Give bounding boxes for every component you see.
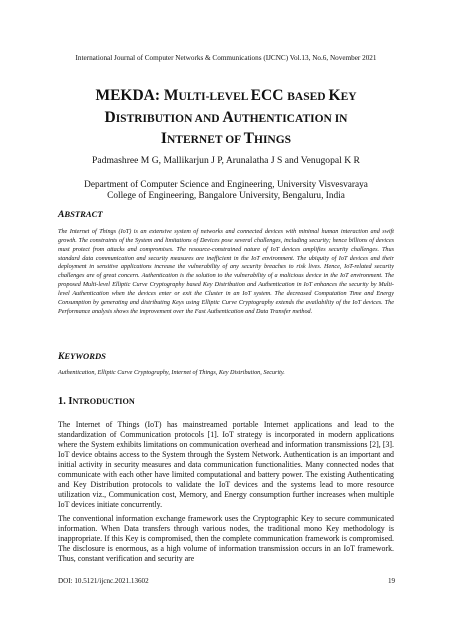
author-list: Padmashree M G, Mallikarjun J P, Arunalatha J S and Venugopal K R <box>92 155 360 166</box>
introduction-paragraph-1: The Internet of Things (IoT) has mainstreamed portable Internet applications and lead to the standardization of Communication protocols [1]. IoT strategy is incorporated in modern applications where the System exhibits limitations on communication overhead and information transmissions [2], [3]. IoT device obtains access to the System through the System Network. Authentication is an important and initial activity in security measures and data communication functionalities. Many connected nodes that communicate with each other have limited computational and battery power. The existing Authenticating and Key Distribution protocols to validate the IoT devices and the systems lead to more resource utilization viz., Communication cost, Memory, and Energy consumption further increases when multiple IoT devices initiate concurrently. <box>58 420 394 509</box>
affiliation-line-1: Department of Computer Science and Engineering, University Visvesvaraya <box>84 180 368 190</box>
title-line-3: INTERNET OF THINGS <box>160 130 292 147</box>
affiliation-line-2: College of Engineering, Bangalore University, Bengaluru, India <box>107 191 345 202</box>
page-number: 19 <box>388 577 396 585</box>
title-line-1: MEKDA: MULTI-LEVEL ECC BASED KEY <box>95 87 357 104</box>
abstract-heading: ABSTRACT <box>58 209 103 220</box>
abstract-text: The Internet of Things (IoT) is an extensive system of networks and connected devices with minimal human interaction and swift growth. The constraints of the System and limitations of Devices pose several challenges, including security; hence billions of devices must protect from attacks and compromises. The resource-constrained nature of IoT devices amplifies security challenges. Thus standard data communication and security measures are inefficient in the IoT environment. The ubiquity of IoT devices and their deployment in sensitive applications increase the vulnerability of any security breaches to risk lives. Hence, IoT-related security challenges are of great concern. Authentication is the solution to the vulnerability of a malicious device in the IoT environment. The proposed Multi-level Elliptic Curve Cryptography based Key Distribution and Authentication in IoT enhances the security by Multi-level Authentication when the devices enter or exit the Cluster in an IoT system. The decreased Computation Time and Energy Consumption by generating and distributing Keys using Elliptic Curve Cryptography extends the availability of the IoT devices. The Performance analysis shows the improvement over the Fast Authentication and Data Transfer method. <box>58 228 394 315</box>
affiliation <box>0 180 452 202</box>
keywords-text: Authentication, Elliptic Curve Cryptography, Internet of Things, Key Distribution, Security. <box>58 369 285 376</box>
doi-footer: DOI: 10.5121/ijcnc.2021.13602 <box>58 577 149 585</box>
introduction-paragraph-2: The conventional information exchange framework uses the Cryptographic Key to secure communicated information. When Data transfers through various nodes, the traditional mono Key methodology is inappropriate. If this Key is compromised, then the complete communication framework is compromised. The disclosure is enormous, as a high volume of information transmission occurs in an IoT framework. Thus, constant verification and security are <box>58 514 394 563</box>
keywords-heading: KEYWORDS <box>58 351 106 362</box>
journal-header: International Journal of Computer Networks & Communications (IJCNC) Vol.13, No.6, November 2021 <box>75 54 377 62</box>
title-line-2: DISTRIBUTION AND AUTHENTICATION IN <box>104 108 348 126</box>
paper-title <box>40 86 412 151</box>
introduction-heading: 1. INTRODUCTION <box>58 396 135 407</box>
